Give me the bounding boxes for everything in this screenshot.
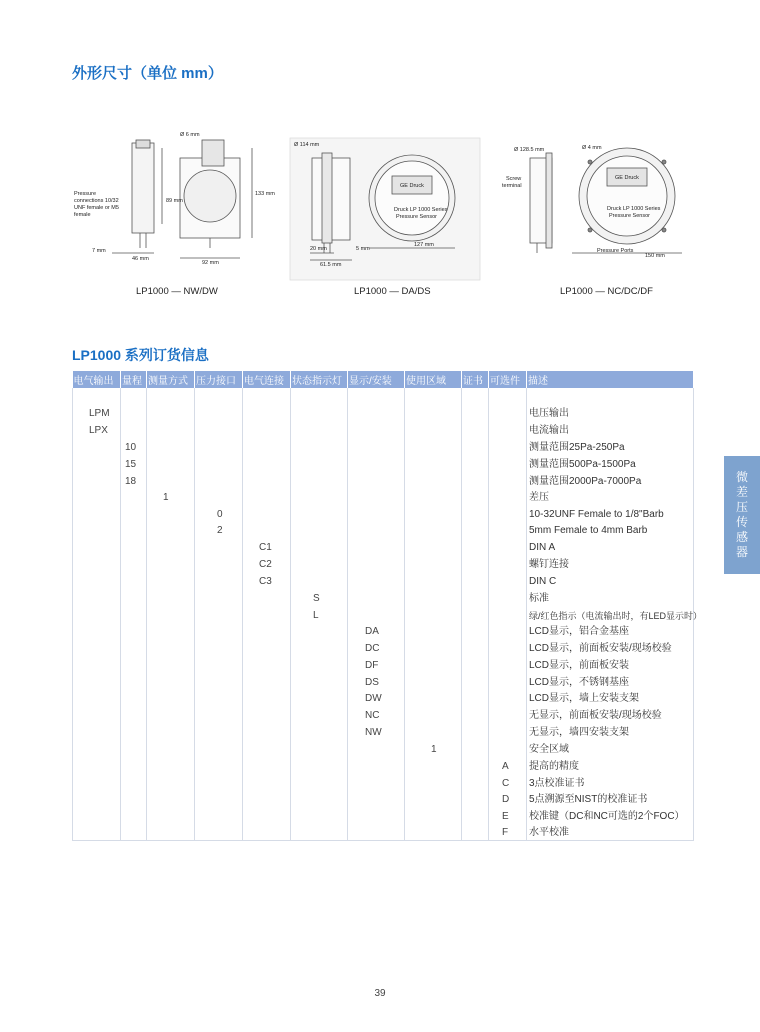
code-opt-e: E bbox=[502, 811, 509, 822]
nw-note-4: female bbox=[74, 212, 91, 218]
header-port: 压力接口 bbox=[195, 371, 243, 388]
section-title-dimensions: 外形尺寸（单位 mm） bbox=[72, 65, 223, 82]
desc-item: 测量范围500Pa-1500Pa bbox=[529, 459, 636, 470]
side-tab-char: 微 bbox=[735, 470, 748, 484]
code-c2: C2 bbox=[259, 559, 272, 570]
desc-item: 水平校准 bbox=[529, 827, 569, 838]
nc-dia1-label: Ø 128.5 mm bbox=[514, 147, 545, 153]
code-df: DF bbox=[365, 660, 379, 671]
desc-item: DIN A bbox=[529, 542, 556, 553]
code-opt-d: D bbox=[502, 794, 510, 805]
nw-note-1: Pressure bbox=[74, 191, 97, 197]
section-title-ordering: LP1000 系列订货信息 bbox=[72, 347, 209, 363]
desc-item: 无显示，前面板安装/现场校验 bbox=[529, 710, 662, 721]
header-indicator: 状态指示灯 bbox=[291, 371, 348, 388]
nc-brand: GE Druck bbox=[615, 175, 639, 181]
code-dw: DW bbox=[365, 693, 382, 704]
desc-item: LCD显示，墙上安装支架 bbox=[529, 693, 640, 704]
nw-dia-label: Ø 6 mm bbox=[180, 132, 200, 138]
nc-face-1: Druck LP 1000 Series bbox=[607, 206, 661, 212]
code-dc: DC bbox=[365, 643, 380, 654]
desc-item: 电压输出 bbox=[529, 408, 569, 419]
drawing-nc-dc-df bbox=[530, 148, 682, 253]
nc-dia2-label: Ø 4 mm bbox=[582, 145, 602, 151]
ordering-table bbox=[72, 371, 703, 841]
nc-screw-1: Screw bbox=[506, 176, 522, 182]
da-w61-label: 61.5 mm bbox=[320, 262, 342, 268]
desc-item: 5mm Female to 4mm Barb bbox=[529, 525, 648, 536]
desc-item: LCD显示，前面板安装 bbox=[529, 660, 630, 671]
da-w127-label: 127 mm bbox=[414, 242, 434, 248]
side-tab bbox=[724, 456, 760, 574]
desc-item: 螺钉连接 bbox=[529, 559, 569, 570]
code-10: 10 bbox=[125, 442, 137, 453]
desc-item: 安全区域 bbox=[529, 744, 569, 755]
da-face-2: Pressure Sensor bbox=[396, 214, 437, 220]
desc-item: 标准 bbox=[529, 593, 549, 604]
nw-note-3: UNF female or M5 bbox=[74, 205, 119, 211]
da-brand: GE Druck bbox=[400, 183, 424, 189]
code-zone-1: 1 bbox=[431, 744, 437, 755]
da-w5-label: 5 mm bbox=[356, 246, 370, 252]
desc-item: 电流输出 bbox=[529, 425, 569, 436]
nw-note-2: connections 10/32 bbox=[74, 198, 119, 204]
da-w20-label: 20 mm bbox=[310, 246, 327, 252]
header-description: 描述 bbox=[527, 371, 694, 388]
desc-item: 3点校准证书 bbox=[529, 778, 585, 789]
side-tab-char: 器 bbox=[735, 545, 748, 559]
side-tab-char: 传 bbox=[735, 515, 748, 529]
page-number: 39 bbox=[374, 988, 386, 999]
desc-item: LCD显示，铝合金基座 bbox=[529, 626, 630, 637]
side-tab-char: 压 bbox=[735, 500, 748, 514]
header-display: 显示/安装 bbox=[348, 371, 405, 388]
caption-nw-dw: LP1000 — NW/DW bbox=[136, 286, 218, 297]
code-opt-f: F bbox=[502, 827, 509, 838]
code-lpx: LPX bbox=[89, 425, 108, 436]
header-electrical: 电气连接 bbox=[243, 371, 291, 388]
code-method-1: 1 bbox=[163, 492, 169, 503]
nc-w150-label: 150 mm bbox=[645, 253, 665, 259]
code-18: 18 bbox=[125, 476, 137, 487]
nc-screw-2: terminal bbox=[502, 183, 522, 189]
code-lpm: LPM bbox=[89, 408, 110, 419]
header-zone: 使用区域 bbox=[405, 371, 462, 388]
da-dia-label: Ø 114 mm bbox=[294, 142, 320, 148]
code-da: DA bbox=[365, 626, 379, 637]
nw-h133-label: 133 mm bbox=[255, 191, 275, 197]
desc-item: 测量范围2000Pa-7000Pa bbox=[529, 476, 642, 487]
desc-item: LCD显示，前面板安装/现场校验 bbox=[529, 643, 672, 654]
desc-item: DIN C bbox=[529, 576, 557, 587]
code-c1: C1 bbox=[259, 542, 272, 553]
code-port-2: 2 bbox=[217, 525, 223, 536]
caption-nc-dc-df: LP1000 — NC/DC/DF bbox=[560, 286, 653, 297]
desc-item: 5点溯源至NIST的校准证书 bbox=[529, 794, 648, 805]
table-body-row bbox=[73, 388, 694, 841]
nw-h89-label: 89 mm bbox=[166, 198, 183, 204]
header-options: 可选件 bbox=[489, 371, 527, 388]
desc-item: 测量范围25Pa-250Pa bbox=[529, 442, 625, 453]
code-s: S bbox=[313, 593, 320, 604]
code-port-0: 0 bbox=[217, 509, 223, 520]
desc-item: LCD显示，不锈钢基座 bbox=[529, 677, 630, 688]
desc-item: 10-32UNF Female to 1/8"Barb bbox=[529, 509, 664, 520]
header-output: 电气输出 bbox=[73, 371, 121, 388]
side-tab-char: 差 bbox=[735, 485, 748, 499]
da-face-1: Druck LP 1000 Series bbox=[394, 207, 448, 213]
code-nc: NC bbox=[365, 710, 380, 721]
header-method: 测量方式 bbox=[147, 371, 195, 388]
dimension-drawings bbox=[62, 98, 698, 308]
code-c3: C3 bbox=[259, 576, 272, 587]
desc-item: 提高的精度 bbox=[529, 761, 579, 772]
desc-item: 绿/红色指示（电流输出时，有LED显示时） bbox=[529, 611, 703, 621]
side-tab-char: 感 bbox=[735, 530, 748, 544]
code-ds: DS bbox=[365, 677, 379, 688]
code-nw: NW bbox=[365, 727, 382, 738]
header-cert: 证书 bbox=[462, 371, 489, 388]
code-l: L bbox=[313, 610, 319, 621]
code-15: 15 bbox=[125, 459, 137, 470]
nw-w7-label: 7 mm bbox=[92, 248, 106, 254]
caption-da-ds: LP1000 — DA/DS bbox=[354, 286, 431, 297]
nw-w92-label: 92 mm bbox=[202, 260, 219, 266]
drawing-da-ds bbox=[290, 138, 480, 280]
code-opt-a: A bbox=[502, 761, 509, 772]
desc-item: 差压 bbox=[529, 492, 549, 503]
table-header-row bbox=[73, 371, 694, 388]
nc-ports: Pressure Ports bbox=[597, 248, 634, 254]
code-opt-c: C bbox=[502, 778, 510, 789]
header-range: 量程 bbox=[121, 371, 147, 388]
desc-item: 无显示，墙四安装支架 bbox=[529, 727, 629, 738]
nw-w46-label: 46 mm bbox=[132, 256, 149, 262]
desc-item: 校准键（DC和NC可选的2个FOC） bbox=[529, 811, 685, 822]
nc-face-2: Pressure Sensor bbox=[609, 213, 650, 219]
